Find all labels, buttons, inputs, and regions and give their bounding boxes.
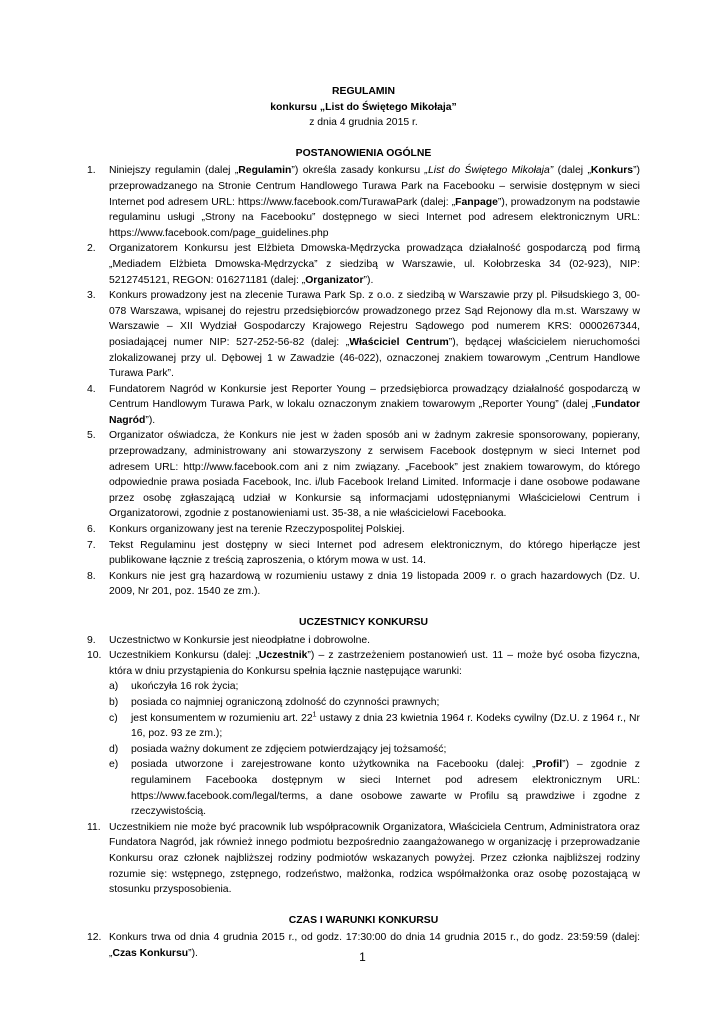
- paragraph-11: 11. Uczestnikiem nie może być pracownik lub współpracownik Organizatora, Właściciela Centrum, Administratora oraz Fundatora Nagród, jak również innego podmiotu bezpośrednio zaangażowanego w organizację i przeprowadzanie Konkursu oraz członek najbliższej rodziny podmiotów wskazanych powyżej. Przez członka najbliższej rodziny rozumie się: wstępnego, zstępnego, rodzeństwo, małżonka, rodzica współmałżonka oraz osobę pozostającą w stosunku przysposobienia.: [87, 821, 640, 896]
- document-title: REGULAMIN: [332, 86, 395, 97]
- document-subtitle: konkursu „List do Świętego Mikołaja”: [270, 101, 457, 113]
- condition-a: a) ukończyła 16 rok życia;: [87, 679, 640, 695]
- paragraph-7: 7. Tekst Regulaminu jest dostępny w sieci Internet pod adresem elektronicznym, do którego hiperłącze jest publikowane łącznie z treścią zaproszenia, o którym mowa w ust. 14.: [87, 539, 640, 567]
- paragraph-number: 8.: [87, 570, 96, 582]
- paragraph-12: 12. Konkurs trwa od dnia 4 grudnia 2015 r., od godz. 17:30:00 do dnia 14 grudnia 2015 r., do godz. 23:59:59 (dalej: „Czas Konkursu”).: [87, 932, 640, 959]
- paragraph-number: 7.: [87, 539, 96, 551]
- condition-letter: d): [109, 743, 119, 755]
- paragraph-5: 5. Organizator oświadcza, że Konkurs nie jest w żaden sposób ani w żadnym zakresie sponsorowany, popierany, przeprowadzany, administrowany ani stowarzyszony z serwisem Facebook dostępnym w sieci Internet pod adresem URL: http://www.facebook.com ani z nim związany. „Facebook” jest znakiem towarowym, do którego odpowiednie prawa posiada Facebook, Inc. i/lub Facebook Ireland Limited. Informacje i dane osobowe podawane przez osobę zgłaszającą udział w Konkursie są informacjami udostępnianymi Właścicielowi Centrum i Organizatorowi, zgodnie z postanowieniami ust. 35-38, a nie właścicielowi Facebooka.: [87, 430, 640, 520]
- condition-letter: b): [109, 696, 119, 708]
- condition-letter: c): [109, 712, 118, 724]
- paragraph-8: 8. Konkurs nie jest grą hazardową w rozumieniu ustawy z dnia 19 listopada 2009 r. o grach hazardowych (Dz. U. 2009, Nr 201, poz. 1540 ze zm.).: [87, 570, 640, 598]
- section-heading-general: POSTANOWIENIA OGÓLNE: [295, 147, 432, 159]
- paragraph-1: 1. Niniejszy regulamin (dalej „Regulamin”) określa zasady konkursu „List do Świętego Mikołaja” (dalej „Konkurs”) przeprowadzanego na Stronie Centrum Handlowego Turawa Park na Facebooku – serwisie dostępnym w sieci Internet pod adresem URL: https://www.facebook.com/TurawaPark (dalej: „Fanpage”), prowadzonym na podstawie regulaminu usługi „Strony na Facebooku” dostępnego w sieci Internet pod adresem elektronicznym URL: https://www.facebook.com/page_guidelines.php: [87, 165, 641, 239]
- paragraph-number: 11.: [87, 821, 101, 833]
- paragraph-2: 2. Organizatorem Konkursu jest Elżbieta Dmowska-Mędrzycka prowadząca działalność gospodarczą pod firmą „Mediadem Elżbieta Dmowska-Mędrzycka” z siedzibą w Warszawie, ul. Kołobrzeska 34 (02-923), NIP: 5212745121, REGON: 016271181 (dalej: „Organizator”).: [87, 243, 640, 286]
- section-heading-time: CZAS I WARUNKI KONKURSU: [288, 914, 439, 926]
- paragraph-number: 4.: [87, 383, 96, 395]
- paragraph-number: 5.: [87, 430, 96, 442]
- paragraph-6: 6. Konkurs organizowany jest na terenie Rzeczypospolitej Polskiej.: [87, 522, 640, 538]
- document-date: z dnia 4 grudnia 2015 r.: [309, 117, 418, 129]
- paragraph-number: 9.: [87, 634, 96, 646]
- condition-c: c) jest konsumentem w rozumieniu art. $22^1$ ustawy z dnia 23 kwietnia 1964 r. Kodeks cywilny (Dz.U. z 1964 r., Nr 16, poz. 93 ze zm.);: [109, 711, 640, 740]
- condition-letter: e): [109, 759, 119, 771]
- page-number: 1: [359, 950, 366, 964]
- paragraph-number: 3.: [87, 290, 96, 302]
- paragraph-number: 12.: [87, 932, 102, 944]
- paragraph-9: 9. Uczestnictwo w Konkursie jest nieodpłatne i dobrowolne.: [87, 633, 640, 649]
- paragraph-number: 6.: [87, 524, 96, 536]
- paragraph-number: 1.: [87, 165, 96, 177]
- paragraph-number: 10.: [87, 650, 102, 662]
- paragraph-4: 4. Fundatorem Nagród w Konkursie jest Reporter Young – przedsiębiorca prowadzący działalność gospodarczą w Centrum Handlowym Turawa Park, w lokalu oznaczonym znakiem towarowym „Reporter Young” (dalej „Fundator Nagród”).: [87, 383, 640, 426]
- paragraph-number: 2.: [87, 243, 96, 255]
- condition-d: d) posiada ważny dokument ze zdjęciem potwierdzający jej tożsamość;: [87, 742, 640, 758]
- section-heading-participants: UCZESTNICY KONKURSU: [298, 617, 429, 628]
- condition-e: e) posiada utworzone i zarejestrowane konto użytkownika na Facebooku (dalej: „Profil”) – zgodnie z regulaminem Facebooka dostępnym w sieci Internet pod adresem elektronicznym URL: https://www.facebook.com/legal/terms, a dane osobowe zawarte w Profilu są prawdziwe i zgodne z rzeczywistością.: [109, 759, 640, 818]
- condition-b: b) posiada co najmniej ograniczoną zdolność do czynności prawnych;: [87, 695, 640, 711]
- paragraph-3: 3. Konkurs prowadzony jest na zlecenie Turawa Park Sp. z o.o. z siedzibą w Warszawie przy pl. Piłsudskiego 3, 00-078 Warszawa, wpisanej do rejestru przedsiębiorców prowadzonego przez Sąd Rejonowy dla m.st. Warszawy w Warszawie – XII Wydział Gospodarczy Krajowego Rejestru Sądowego pod numerem KRS: 0000267344, posiadającej numer NIP: 527-252-56-82 (dalej: „Właściciel Centrum”), będącej właścicielem nieruchomości zlokalizowanej przy ul. Dębowej 1 w Zawadzie (46-022), oznaczonej znakiem towarowym „Centrum Handlowe Turawa Park”.: [87, 290, 640, 380]
- paragraph-10: 10. Uczestnikiem Konkursu (dalej: „Uczestnik”) – z zastrzeżeniem postanowień ust. 11 – może być osoba fizyczna, która w dniu przystąpienia do Konkursu spełnia łącznie następujące warunki:: [87, 650, 640, 677]
- document-page: [87, 84, 640, 961]
- condition-letter: a): [109, 681, 119, 693]
